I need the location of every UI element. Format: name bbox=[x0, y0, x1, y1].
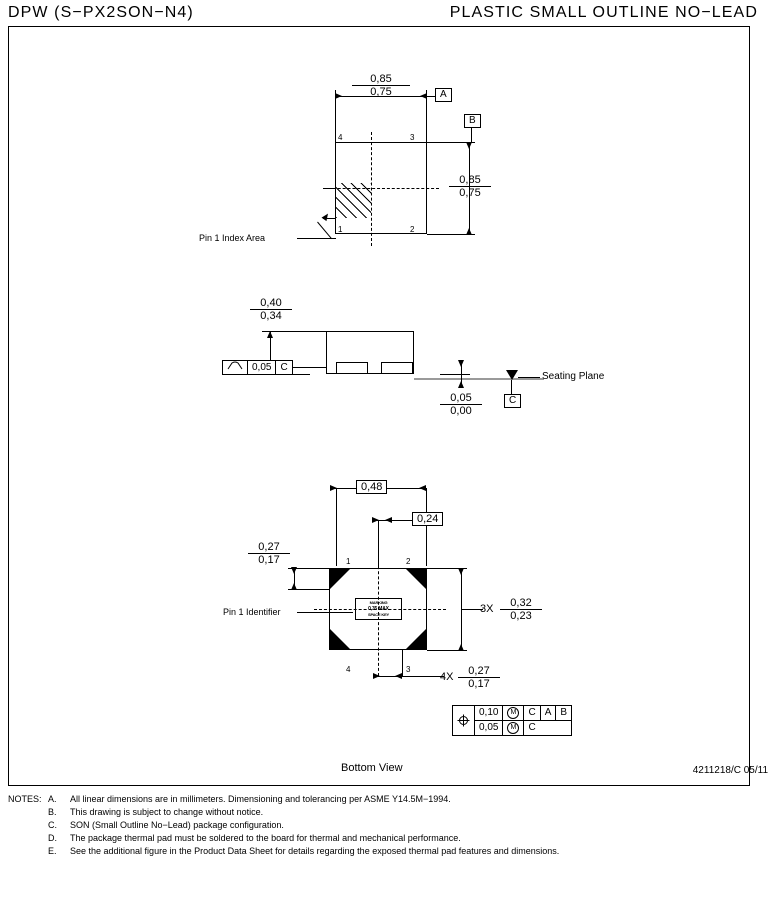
bottom-view-pad-2 bbox=[406, 569, 426, 589]
pad-marking-line-1: MARKING bbox=[369, 600, 388, 605]
left-dim-arrow-top bbox=[291, 567, 297, 574]
bottom-view-pad-4 bbox=[330, 629, 350, 649]
pin1-index-area-label: Pin 1 Index Area bbox=[199, 233, 266, 243]
note-text: This drawing is subject to change without notice. bbox=[70, 807, 264, 817]
right-dim-arrow-top bbox=[458, 568, 464, 575]
note-item bbox=[8, 845, 776, 858]
standoff-dim: $\frac{0,05}{0,00}$ bbox=[440, 392, 482, 417]
side-view-lead-left bbox=[336, 362, 368, 374]
pin1-identifier-leader bbox=[297, 612, 353, 613]
side-view-lead-right bbox=[381, 362, 413, 374]
bottom-view-pad-3 bbox=[406, 629, 426, 649]
datum-a-leader bbox=[427, 96, 435, 97]
flatness-control-frame bbox=[222, 360, 293, 375]
seating-plane-arrow bbox=[506, 370, 518, 380]
side-view-height-arrow-top bbox=[267, 331, 273, 338]
note-letter: A. bbox=[48, 794, 57, 804]
left-dim-value: $\frac{0,27}{0,17}$ bbox=[248, 541, 290, 566]
position-tol-2-value: 0,05 bbox=[475, 721, 503, 735]
note-letter: C. bbox=[48, 820, 57, 830]
top-view-height-arrow-bot bbox=[466, 228, 472, 235]
top-view-pin-3: 3 bbox=[410, 133, 415, 142]
right-dim-value: $\frac{0,32}{0,23}$ bbox=[500, 597, 542, 622]
flatness-value: 0,05 bbox=[248, 361, 276, 374]
gap-arrow-right bbox=[385, 517, 392, 523]
pitch-arrow-right bbox=[419, 485, 426, 491]
top-view-horizontal-centerline bbox=[323, 188, 439, 189]
bottom-view-title: Bottom View bbox=[341, 762, 403, 774]
datum-b-leader bbox=[471, 127, 472, 142]
notes-list bbox=[8, 793, 776, 858]
datum-b-label: B bbox=[464, 114, 481, 128]
seating-plane-label: Seating Plane bbox=[542, 371, 605, 382]
position-tolerance-row-1 bbox=[475, 706, 571, 721]
top-view-ext-left bbox=[335, 90, 336, 142]
side-view-height-dim: $\frac{0,40}{0,34}$ bbox=[250, 297, 292, 322]
pitch-ext-left bbox=[336, 488, 337, 566]
datum-c-label: C bbox=[504, 394, 521, 408]
drawing-number: 4211218/C 05/11 bbox=[692, 765, 768, 776]
standoff-arrow-top bbox=[458, 360, 464, 367]
bottom-view-pin-3: 3 bbox=[406, 665, 411, 674]
note-item bbox=[8, 832, 776, 845]
position-symbol-icon bbox=[453, 706, 475, 735]
note-item bbox=[8, 819, 776, 832]
header-package-code: DPW (S−PX2SON−N4) bbox=[8, 4, 194, 21]
position-tol-1-datum-b: B bbox=[560, 707, 568, 718]
left-dim-arrow-bot bbox=[291, 583, 297, 590]
right-dim-multiplier: 3X bbox=[480, 603, 494, 615]
bottom-dim-arrow-left bbox=[373, 673, 380, 679]
top-view-ext-right bbox=[426, 90, 427, 142]
seating-plane-line bbox=[414, 378, 544, 380]
position-tol-1-datum-c: C bbox=[524, 706, 540, 720]
top-view-width-dim: $\frac{0,85}{0,75}$ bbox=[352, 73, 410, 98]
position-tol-1-value: 0,10 bbox=[475, 706, 503, 720]
position-tol-1-modifier: M bbox=[503, 706, 524, 720]
bottom-view-pin-2: 2 bbox=[406, 557, 411, 566]
datum-c-leader bbox=[511, 380, 512, 394]
position-tolerance-row-2 bbox=[475, 721, 571, 735]
bottom-dim-multiplier: 4X bbox=[440, 671, 454, 683]
top-view-pin-4: 4 bbox=[338, 133, 343, 142]
bottom-view-pin-4: 4 bbox=[346, 665, 351, 674]
bottom-view-horizontal-centerline bbox=[314, 609, 446, 610]
note-text: See the additional figure in the Product Data Sheet for details regarding the exposed thermal pad features and dimensions. bbox=[70, 846, 560, 856]
flatness-datum: C bbox=[280, 362, 288, 373]
note-text: The package thermal pad must be soldered to the board for thermal and mechanical performance. bbox=[70, 833, 461, 843]
notes-block bbox=[8, 793, 776, 858]
bottom-dim-arrow-right bbox=[395, 673, 402, 679]
bottom-view-pad-1 bbox=[330, 569, 350, 589]
position-tol-2-datum-c: C bbox=[528, 722, 536, 733]
note-letter: E. bbox=[48, 846, 57, 856]
top-view-width-arrow-left bbox=[335, 93, 342, 99]
seating-plane-leader bbox=[518, 377, 540, 378]
datum-a-label: A bbox=[435, 88, 452, 102]
note-item bbox=[8, 793, 776, 806]
notes-label: NOTES: bbox=[8, 794, 42, 804]
bottom-view-pin-1: 1 bbox=[346, 557, 351, 566]
header-package-title: PLASTIC SMALL OUTLINE NO−LEAD bbox=[449, 4, 758, 21]
top-view-height-dim: $\frac{0,85}{0,75}$ bbox=[449, 174, 491, 199]
bottom-view-vertical-centerline bbox=[378, 556, 379, 676]
bottom-dim-ext bbox=[402, 650, 403, 676]
pitch-dim-value: 0,48 bbox=[356, 480, 387, 494]
bottom-dim-line bbox=[378, 676, 444, 677]
gap-dim-value: 0,24 bbox=[412, 512, 443, 526]
true-position-icon bbox=[457, 714, 470, 727]
position-tol-1-datum-a: A bbox=[541, 706, 557, 720]
flatness-leader bbox=[292, 367, 326, 368]
note-item bbox=[8, 806, 776, 819]
top-view-vertical-centerline bbox=[371, 132, 372, 246]
standoff-arrow-bot bbox=[458, 381, 464, 388]
top-view-height-arrow-top bbox=[466, 142, 472, 149]
flatness-symbol bbox=[223, 361, 248, 374]
flatness-arc-icon bbox=[227, 361, 243, 370]
top-view-pin-1: 1 bbox=[338, 225, 343, 234]
note-letter: B. bbox=[48, 807, 57, 817]
standoff-ext-top bbox=[440, 374, 470, 375]
pitch-ext-right bbox=[426, 488, 427, 566]
right-dim-arrow-bot bbox=[458, 644, 464, 651]
drawing-frame bbox=[8, 26, 750, 786]
position-tolerance-rows bbox=[475, 706, 571, 735]
position-tol-2-modifier: M bbox=[503, 721, 524, 735]
pad-marking-line-2: 0,35 MAX bbox=[368, 606, 389, 612]
pad-marking-line-3: SPACE KEY bbox=[367, 612, 390, 617]
note-text: SON (Small Outline No−Lead) package configuration. bbox=[70, 820, 284, 830]
top-view-pin-2: 2 bbox=[410, 225, 415, 234]
note-text: All linear dimensions are in millimeters. Dimensioning and tolerancing per ASME Y14.5M−1994. bbox=[70, 794, 451, 804]
note-letter: D. bbox=[48, 833, 57, 843]
pin1-identifier-label: Pin 1 Identifier bbox=[223, 607, 281, 617]
position-tolerance-frame bbox=[452, 705, 572, 736]
bottom-dim-value: $\frac{0,27}{0,17}$ bbox=[458, 665, 500, 690]
